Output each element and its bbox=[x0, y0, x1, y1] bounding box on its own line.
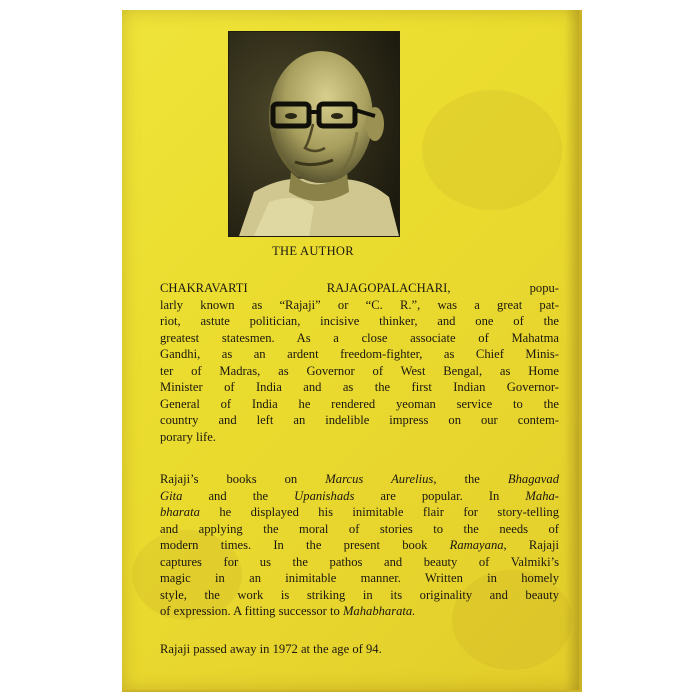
spine-shadow bbox=[565, 10, 579, 690]
text-line: Rajaji passed away in 1972 at the age of 94. bbox=[160, 642, 382, 656]
text-line: Rajaji’s books on Marcus Aurelius, the Bhagavad bbox=[160, 472, 559, 486]
closing-paragraph bbox=[160, 641, 559, 658]
author-portrait bbox=[228, 31, 400, 237]
book-back-cover bbox=[122, 10, 582, 692]
text-line: General of India he rendered yeoman service to the bbox=[160, 396, 559, 411]
text-line: larly known as “Rajaji” or “C. R.”, was a great pat- bbox=[160, 297, 559, 312]
text-line: Gandhi, as an ardent freedom-fighter, as Chief Minis- bbox=[160, 347, 559, 361]
text-line: Minister of India and as the first Indian Governor- bbox=[160, 380, 559, 394]
books-paragraph bbox=[160, 471, 559, 620]
text-line: Gita and the Upanishads are popular. In Maha- bbox=[160, 488, 559, 503]
text-line: bharata he displayed his inimitable flair for story-telling bbox=[160, 505, 559, 519]
text-line: ter of Madras, as Governor of West Bengal, as Home bbox=[160, 363, 559, 378]
text-line: porary life. bbox=[160, 429, 216, 444]
text-line: country and left an indelible impress on our contem- bbox=[160, 413, 559, 427]
text-line: greatest statesmen. As a close associate of Mahatma bbox=[160, 330, 559, 345]
text-line: and applying the moral of stories to the needs of bbox=[160, 521, 559, 536]
stain-mark bbox=[422, 90, 562, 210]
text-line: of expression. A fitting successor to Mahabharata. bbox=[160, 604, 416, 618]
text-line: CHAKRAVARTI RAJAGOPALACHARI, popu- bbox=[160, 281, 559, 295]
text-line: modern times. In the present book Ramayana, Rajaji bbox=[160, 538, 559, 552]
author-bio-paragraph bbox=[160, 280, 559, 445]
text-line: magic in an inimitable manner. Written in homely bbox=[160, 571, 559, 585]
text-line: captures for us the pathos and beauty of Valmiki’s bbox=[160, 554, 559, 569]
text-line: style, the work is striking in its originality and beauty bbox=[160, 587, 559, 602]
text-line: riot, astute politician, incisive thinker, and one of the bbox=[160, 314, 559, 328]
photo-caption: THE AUTHOR bbox=[272, 244, 354, 258]
